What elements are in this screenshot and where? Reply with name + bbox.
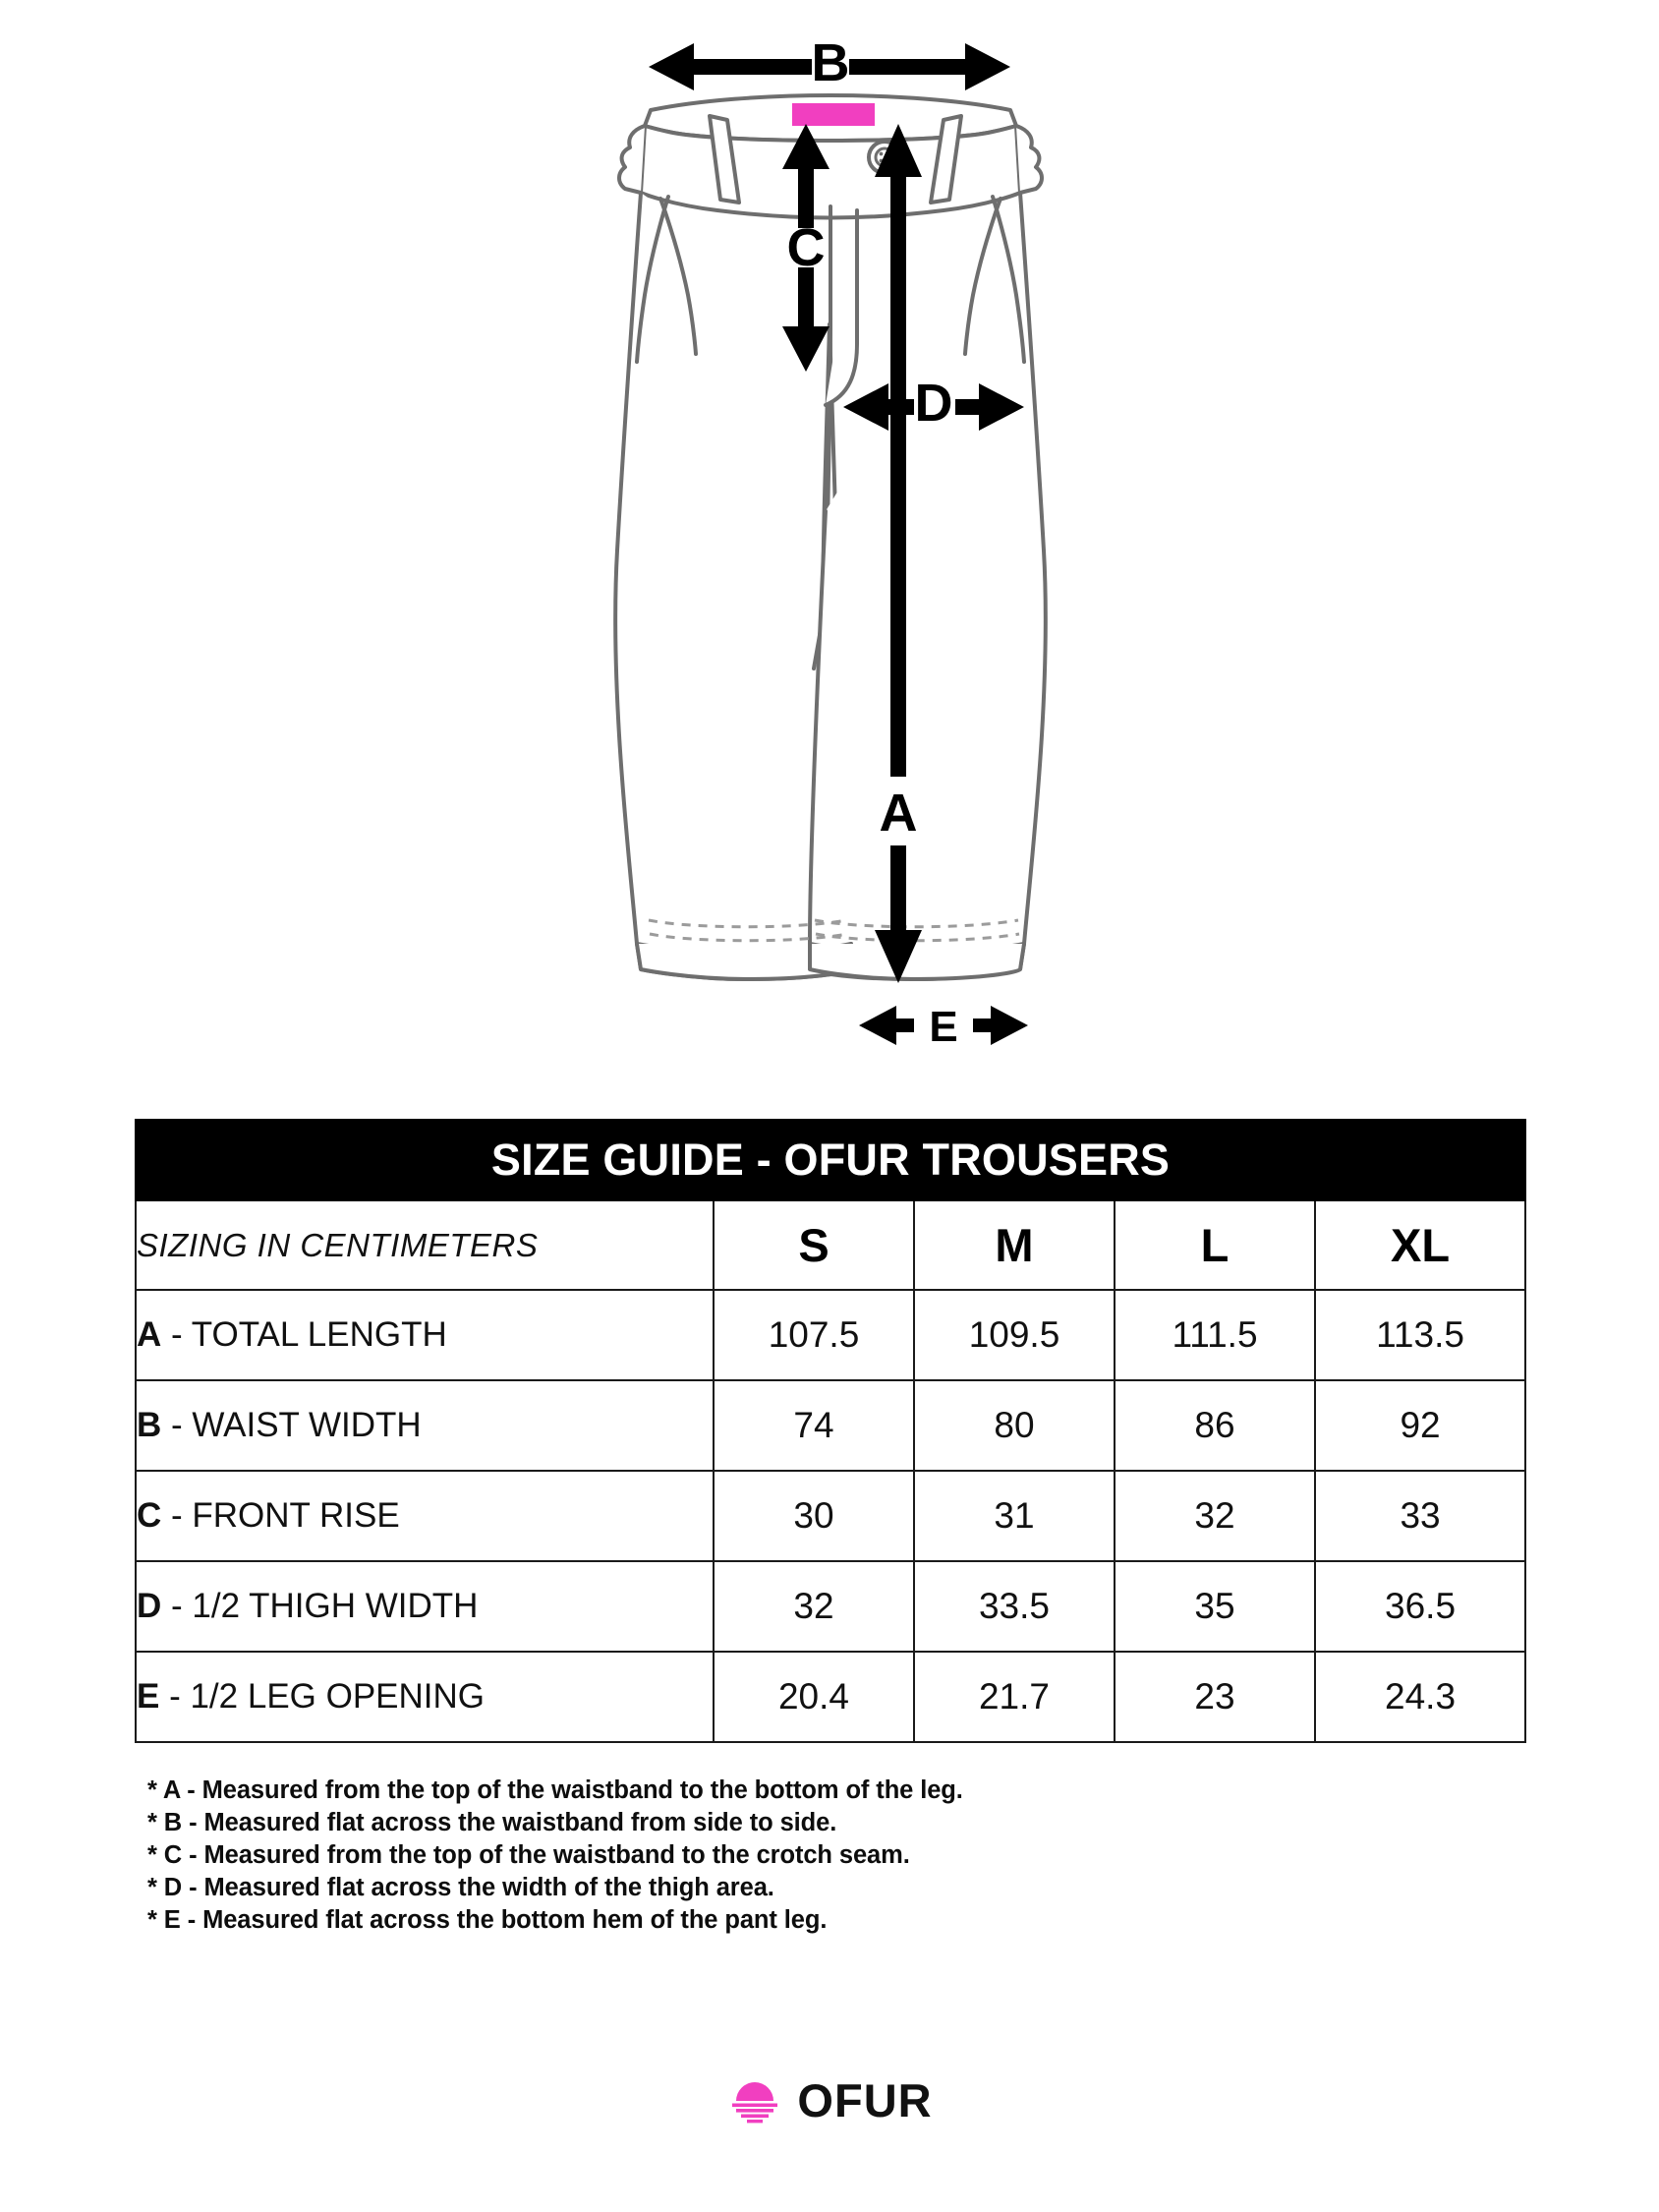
brand-logo [0,2074,1659,2125]
measurement-text-b: WAIST WIDTH [192,1406,422,1444]
cell-c-s: 30 [714,1471,914,1561]
cell-a-l: 111.5 [1115,1290,1315,1380]
cell-e-xl: 24.3 [1315,1652,1525,1742]
dimension-label-d: D [914,374,953,433]
footnote-b: * B - Measured flat across the waistband from side to side. [147,1809,837,1836]
measurement-label-a [136,1290,714,1380]
measurement-dash-d: - [161,1587,193,1625]
cell-c-l: 32 [1115,1471,1315,1561]
measurement-text-c: FRONT RISE [192,1496,400,1535]
footnotes-list [147,1775,1523,1937]
size-column-header-l: L [1115,1200,1315,1290]
cell-a-xl: 113.5 [1315,1290,1525,1380]
measurement-label-d [136,1561,714,1652]
table-row [136,1290,1525,1380]
measurement-label-b [136,1380,714,1471]
size-column-header-xl: XL [1315,1200,1525,1290]
cell-b-s: 74 [714,1380,914,1471]
cell-c-m: 31 [914,1471,1115,1561]
cell-e-m: 21.7 [914,1652,1115,1742]
footnote-d: * D - Measured flat across the width of the thigh area. [147,1874,774,1901]
footnote-c: * C - Measured from the top of the waistband to the crotch seam. [147,1841,910,1869]
cell-a-s: 107.5 [714,1290,914,1380]
cell-e-s: 20.4 [714,1652,914,1742]
size-table [135,1119,1526,1743]
dimension-label-e: E [929,1003,958,1051]
brand-name: OFUR [797,2073,933,2126]
cell-d-s: 32 [714,1561,914,1652]
table-row [136,1471,1525,1561]
measurement-dash-a: - [161,1315,192,1354]
cell-b-l: 86 [1115,1380,1315,1471]
cell-d-l: 35 [1115,1561,1315,1652]
footnote-e: * E - Measured flat across the bottom hem of the pant leg. [147,1906,828,1934]
measurement-dash-c: - [161,1496,193,1535]
cell-b-m: 80 [914,1380,1115,1471]
table-row [136,1561,1525,1652]
waistband-tag [792,103,875,126]
measurement-key-b: B [137,1406,162,1444]
footnote-a: * A - Measured from the top of the waistband to the bottom of the leg. [147,1776,963,1804]
size-column-header-m: M [914,1200,1115,1290]
measurement-key-d: D [137,1587,162,1625]
dimension-label-b: B [811,33,850,92]
measurement-key-c: C [137,1496,162,1535]
dimension-label-c: C [786,218,826,277]
measurement-key-a: A [137,1315,162,1354]
cell-d-m: 33.5 [914,1561,1115,1652]
measurement-text-a: TOTAL LENGTH [191,1315,447,1354]
cell-b-xl: 92 [1315,1380,1525,1471]
table-title-row [136,1120,1525,1200]
measurement-dash-b: - [161,1406,193,1444]
size-column-header-s: S [714,1200,914,1290]
size-table-container [135,1119,1524,1743]
measurement-text-e: 1/2 LEG OPENING [190,1677,486,1716]
measurement-dash-e: - [159,1677,191,1716]
sunset-sun-icon [726,2074,783,2125]
cell-d-xl: 36.5 [1315,1561,1525,1652]
measurement-key-e: E [137,1677,160,1716]
table-row [136,1380,1525,1471]
cell-e-l: 23 [1115,1652,1315,1742]
cell-c-xl: 33 [1315,1471,1525,1561]
dimension-label-a: A [879,784,918,843]
table-row [136,1652,1525,1742]
measurement-label-c [136,1471,714,1561]
table-header-row [136,1200,1525,1290]
size-table-title: SIZE GUIDE - OFUR TROUSERS [136,1120,1525,1200]
measurement-label-e [136,1652,714,1742]
trousers-illustration [0,0,1659,1101]
cell-a-m: 109.5 [914,1290,1115,1380]
units-label: SIZING IN CENTIMETERS [136,1200,714,1290]
measurement-text-d: 1/2 THIGH WIDTH [192,1587,479,1625]
